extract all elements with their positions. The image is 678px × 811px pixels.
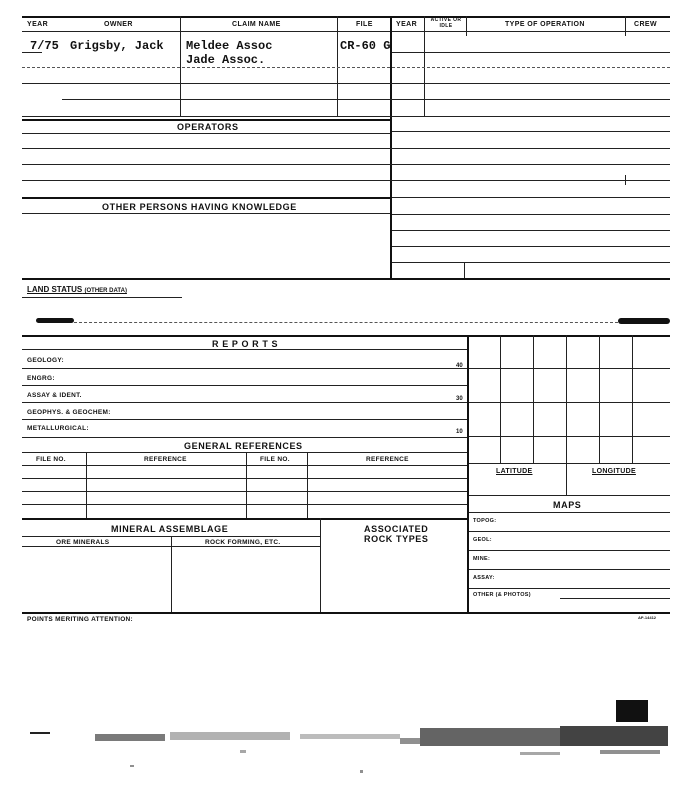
mineral-assemblage-heading: MINERAL ASSEMBLAGE bbox=[111, 524, 229, 534]
scan-smear bbox=[618, 318, 670, 324]
column-divider bbox=[320, 518, 321, 612]
maps-heading: MAPS bbox=[553, 500, 582, 510]
rule bbox=[392, 131, 670, 132]
rule bbox=[22, 197, 390, 199]
ref-header-file-no-2: FILE NO. bbox=[260, 456, 290, 463]
rule bbox=[22, 52, 42, 53]
grid-line bbox=[566, 335, 567, 463]
rule bbox=[22, 213, 390, 214]
column-divider bbox=[625, 16, 626, 36]
grid-line bbox=[500, 335, 501, 463]
rule bbox=[392, 52, 670, 53]
rule bbox=[22, 452, 468, 453]
other-persons-heading: OTHER PERSONS HAVING KNOWLEDGE bbox=[102, 202, 297, 212]
rule bbox=[22, 437, 468, 438]
rule bbox=[22, 385, 468, 386]
report-geophys-label: GEOPHYS. & GEOCHEM: bbox=[27, 409, 111, 416]
longitude-label: LONGITUDE bbox=[592, 468, 636, 475]
header-year: YEAR bbox=[27, 21, 49, 28]
reports-heading: R E P O R T S bbox=[212, 339, 279, 349]
rule bbox=[469, 588, 670, 589]
rule bbox=[22, 518, 468, 520]
rule bbox=[22, 402, 468, 403]
column-divider bbox=[337, 16, 338, 116]
ref-header-file-no: FILE NO. bbox=[36, 456, 66, 463]
header-type-of-operation: TYPE OF OPERATION bbox=[505, 21, 585, 28]
entry-file: CR-60 G bbox=[340, 39, 391, 53]
rule bbox=[469, 550, 670, 551]
rule bbox=[22, 297, 182, 298]
rule bbox=[22, 419, 468, 420]
rule bbox=[22, 164, 670, 165]
report-assay-label: ASSAY & IDENT. bbox=[27, 392, 82, 399]
grid-line bbox=[533, 335, 534, 463]
associated-rock-types-line-1: ASSOCIATED bbox=[364, 524, 429, 534]
header-claim-name: CLAIM NAME bbox=[232, 21, 281, 28]
maps-other-label: OTHER (& PHOTOS) bbox=[473, 592, 531, 598]
header-active-idle: ACTIVE OR IDLE bbox=[430, 17, 462, 29]
rule bbox=[22, 148, 670, 149]
entry-claim-name-1: Meldee Assoc bbox=[186, 39, 273, 53]
column-divider bbox=[171, 536, 172, 612]
rule bbox=[392, 214, 670, 215]
maps-geol-label: GEOL: bbox=[473, 537, 492, 543]
entry-year: 7/75 bbox=[30, 39, 59, 53]
rule bbox=[22, 491, 468, 492]
operators-heading: OPERATORS bbox=[177, 122, 239, 132]
report-geology-number: 40 bbox=[456, 363, 463, 369]
column-divider bbox=[390, 16, 392, 278]
rule bbox=[22, 278, 670, 280]
latitude-label: LATITUDE bbox=[496, 468, 533, 475]
rule bbox=[469, 569, 670, 570]
report-geology-label: GEOLOGY: bbox=[27, 357, 64, 364]
rule bbox=[392, 197, 670, 198]
rule bbox=[22, 349, 468, 350]
rule bbox=[469, 512, 670, 513]
entry-claim-name-2: Jade Assoc. bbox=[186, 53, 266, 67]
column-divider bbox=[246, 452, 247, 518]
rule bbox=[560, 598, 670, 599]
rule bbox=[22, 133, 390, 134]
column-divider bbox=[467, 335, 469, 612]
rock-forming-label: ROCK FORMING, ETC. bbox=[205, 539, 281, 546]
maps-assay-label: ASSAY: bbox=[473, 575, 495, 581]
rule bbox=[469, 463, 670, 464]
report-metallurgical-label: METALLURGICAL: bbox=[27, 425, 89, 432]
rule bbox=[22, 116, 670, 117]
grid-line bbox=[599, 335, 600, 463]
column-divider bbox=[180, 16, 181, 116]
land-status-subheading: (OTHER DATA) bbox=[84, 288, 127, 294]
rule bbox=[74, 322, 618, 323]
form-number: AP-14412 bbox=[638, 615, 657, 620]
general-references-heading: GENERAL REFERENCES bbox=[184, 441, 303, 451]
column-divider bbox=[466, 16, 467, 36]
maps-topog-label: TOPOG: bbox=[473, 518, 497, 524]
rule bbox=[22, 612, 670, 614]
points-meriting-attention-label: POINTS MERITING ATTENTION: bbox=[27, 616, 134, 623]
ore-minerals-label: ORE MINERALS bbox=[56, 539, 110, 546]
rule bbox=[22, 335, 670, 337]
rule bbox=[22, 504, 468, 505]
header-file: FILE bbox=[356, 21, 373, 28]
rule bbox=[22, 368, 468, 369]
rule bbox=[22, 31, 670, 32]
rule bbox=[392, 262, 670, 263]
rule bbox=[62, 99, 670, 100]
rule bbox=[22, 465, 468, 466]
header-owner: OWNER bbox=[104, 21, 133, 28]
report-assay-number: 30 bbox=[456, 396, 463, 402]
rule bbox=[22, 180, 670, 181]
column-divider bbox=[566, 463, 567, 495]
scan-smear bbox=[36, 318, 74, 323]
report-engrg-label: ENGRG: bbox=[27, 375, 55, 382]
maps-mine-label: MINE: bbox=[473, 556, 491, 562]
rule bbox=[22, 83, 670, 84]
rule bbox=[22, 16, 670, 18]
rule bbox=[469, 531, 670, 532]
column-divider bbox=[86, 452, 87, 518]
rule bbox=[392, 230, 670, 231]
rule bbox=[392, 246, 670, 247]
ref-header-reference: REFERENCE bbox=[144, 456, 187, 463]
column-divider bbox=[424, 16, 425, 116]
column-divider bbox=[464, 262, 465, 278]
rule bbox=[22, 67, 670, 68]
rule bbox=[469, 495, 670, 496]
grid-line bbox=[632, 335, 633, 463]
ref-header-reference-2: REFERENCE bbox=[366, 456, 409, 463]
associated-rock-types-line-2: ROCK TYPES bbox=[364, 534, 429, 544]
report-metallurgical-number: 10 bbox=[456, 429, 463, 435]
entry-owner: Grigsby, Jack bbox=[70, 39, 164, 53]
rule bbox=[22, 119, 390, 121]
header-crew: CREW bbox=[634, 21, 657, 28]
scan-noise-band bbox=[0, 690, 678, 790]
land-status-heading: LAND STATUS bbox=[27, 285, 83, 294]
rule bbox=[22, 478, 468, 479]
header-year-2: YEAR bbox=[396, 21, 418, 28]
column-divider bbox=[307, 452, 308, 518]
